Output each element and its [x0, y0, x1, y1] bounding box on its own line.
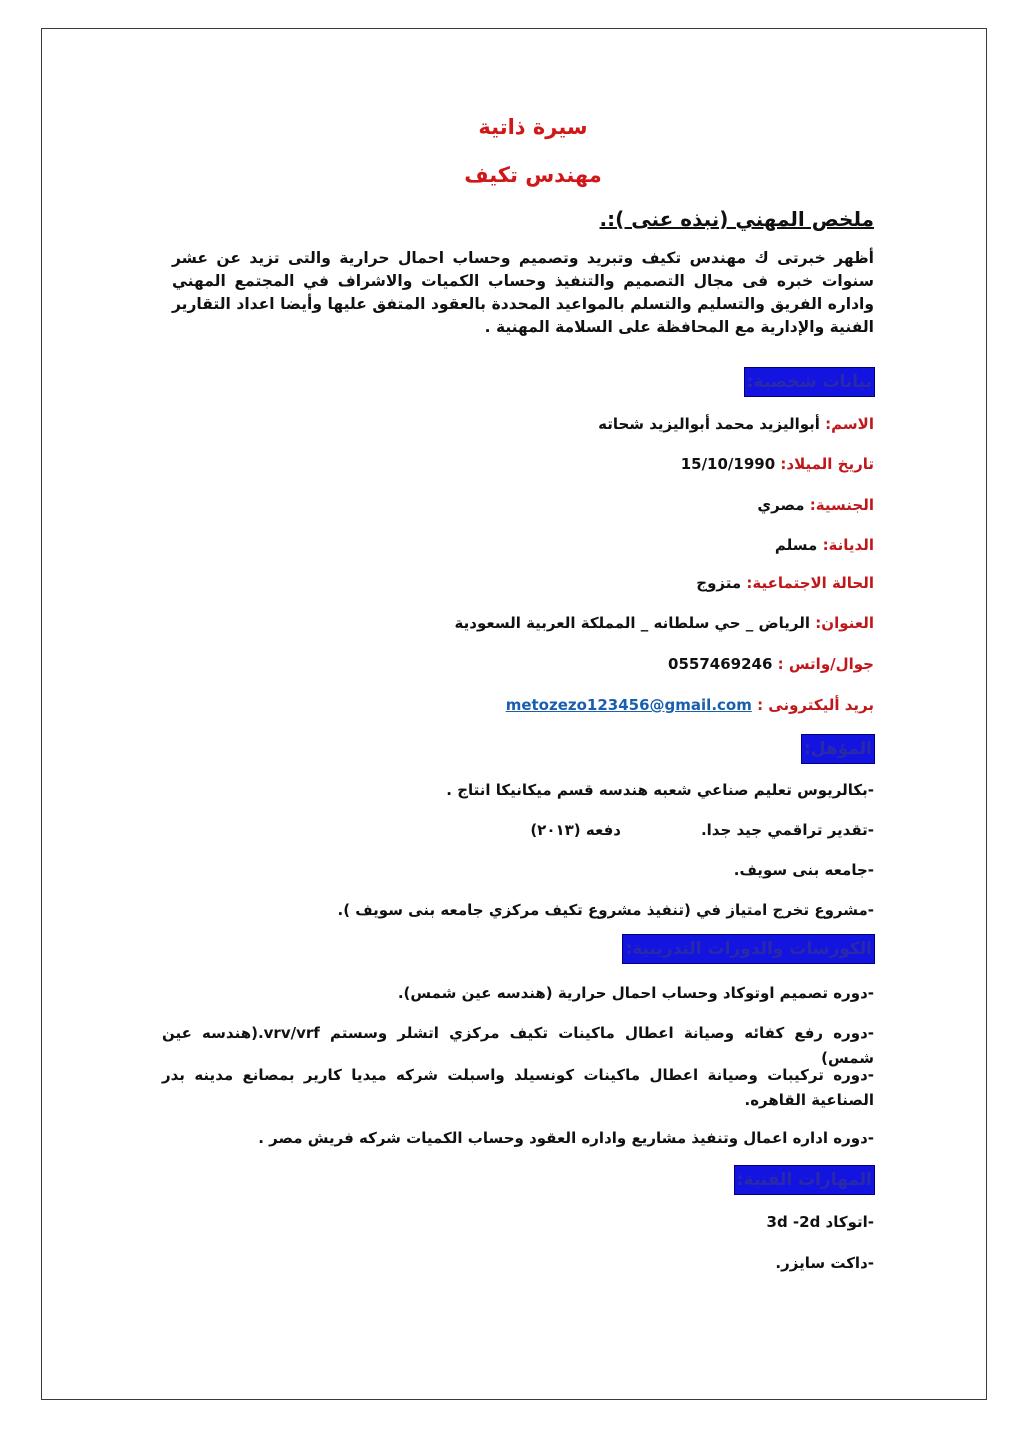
birth-row — [192, 455, 874, 473]
personal-heading-text: بيانات شخصية: — [746, 372, 872, 392]
birth-value: 15/10/1990 — [680, 455, 776, 473]
course-item: -دوره تركيبات وصيانة اعطال ماكينات كونسيلد واسبلت شركه ميديا كارير بمصانع مدينه بدر الصناعية القاهره. — [162, 1066, 874, 1109]
address-row — [192, 614, 874, 632]
marital-value: متزوج — [696, 574, 742, 592]
email-label: بريد أليكترونى : — [757, 696, 874, 714]
skills-section-heading — [735, 1166, 874, 1194]
education-section-heading — [802, 735, 874, 763]
email-link[interactable]: metozezo123456@gmail.com — [505, 696, 752, 714]
phone-label: جوال/واتس : — [777, 655, 874, 673]
religion-value: مسلم — [774, 536, 818, 554]
name-label: الاسم: — [825, 415, 874, 433]
skill-item: -داكت سايزر. — [775, 1254, 874, 1272]
religion-row — [192, 536, 874, 554]
marital-row — [192, 574, 874, 592]
education-item: -مشروع تخرج امتياز في (تنفيذ مشروع تكيف مركزي جامعه بنى سويف ). — [337, 901, 874, 919]
document-page — [41, 28, 987, 1400]
address-value: الرياض _ حي سلطانه _ المملكة العربية السعودية — [454, 614, 811, 632]
nationality-value: مصري — [757, 496, 805, 514]
education-batch: دفعه (٢٠١٣) — [530, 821, 621, 839]
phone-value: 0557469246 — [668, 655, 773, 673]
education-heading-text: المؤهل: — [803, 739, 872, 759]
education-item: -جامعه بنى سويف. — [733, 861, 874, 879]
skill-item: -اتوكاد 3d -2d — [766, 1213, 874, 1231]
document-title: سيرة ذاتية — [478, 115, 588, 139]
summary-heading: ملخص المهني (نبذه عنى ):. — [599, 207, 874, 231]
name-row — [192, 415, 874, 433]
education-item-grade-row — [162, 818, 874, 843]
education-item: -تقدير تراقمي جيد جدا. — [700, 821, 874, 839]
courses-heading-text: الكورسات والدورات التدريبية: — [625, 939, 872, 959]
course-item: -دوره تصميم اوتوكاد وحساب احمال حرارية (هندسه عين شمس). — [397, 984, 874, 1002]
courses-section-heading — [623, 935, 874, 963]
education-item: -بكالريوس تعليم صناعي شعبه هندسه قسم ميكانيكا انتاج . — [446, 781, 874, 799]
nationality-label: الجنسية: — [809, 496, 874, 514]
skills-heading-text: المهارات الفنية: — [736, 1170, 872, 1190]
name-value: أبواليزيد محمد أبواليزيد شحاته — [598, 415, 820, 433]
address-label: العنوان: — [815, 614, 874, 632]
document-subtitle: مهندس تكيف — [464, 163, 602, 187]
marital-label: الحالة الاجتماعية: — [746, 574, 874, 592]
summary-text: أظهر خبرتى ك مهندس تكيف وتبريد وتصميم وحساب احمال حرارية والتى تزيد عن عشر سنوات خبره فى مجال التصميم والتنفيذ وحساب الكميات والاشراف في المجتمع المهني واداره الفريق والتسليم والتسلم بالمواعيد المحددة بالعقود المتفق عليها وأيضا اعداد التقارير الفنية والإدارية مع المحافظة على السلامة المهنية . — [172, 249, 874, 336]
nationality-row — [192, 496, 874, 514]
email-row — [192, 696, 874, 714]
course-item: -دوره رفع كفائه وصيانة اعطال ماكينات تكيف مركزي اتشلر وسستم vrv/vrf.(هندسه عين شمس) — [162, 1024, 874, 1067]
course-item: -دوره اداره اعمال وتنفيذ مشاريع واداره العقود وحساب الكميات شركه فريش مصر . — [258, 1129, 874, 1147]
personal-section-heading — [745, 368, 874, 396]
cv-content — [162, 29, 874, 1399]
birth-label: تاريخ الميلاد: — [780, 455, 874, 473]
phone-row — [192, 655, 874, 673]
religion-label: الديانة: — [822, 536, 874, 554]
